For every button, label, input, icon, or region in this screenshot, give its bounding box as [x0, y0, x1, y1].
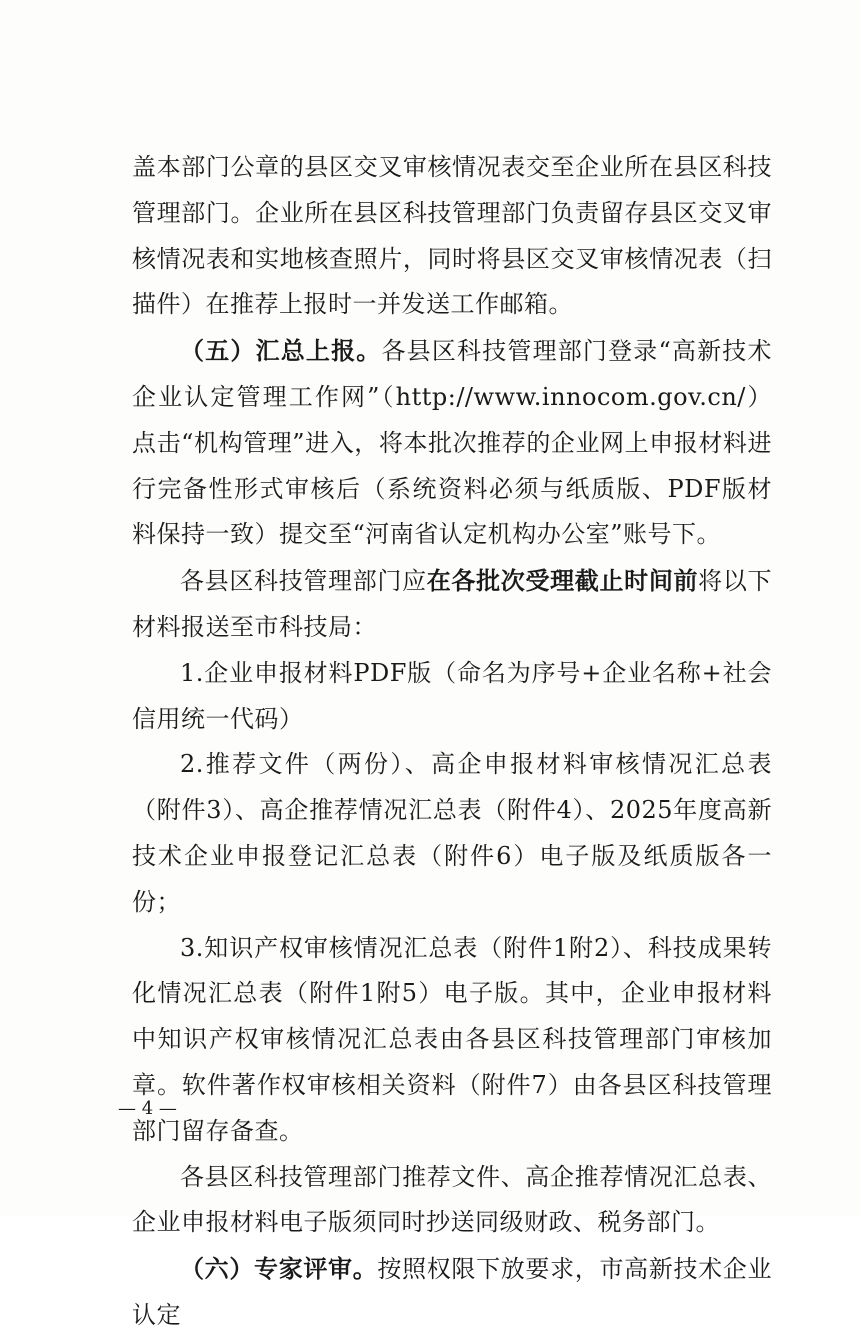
paragraph-cross-review: 盖本部门公章的县区交叉审核情况表交至企业所在县区科技管理部门。企业所在县区科技管理部门负责留存县区交叉审核情况表和实地核查照片，同时将县区交叉审核情况表（扫描件）在推荐上报时一并发送工作邮箱。	[132, 153, 772, 319]
paragraph-summary-report	[132, 328, 772, 558]
page-number: — 4 —	[118, 1098, 177, 1119]
section-heading-6: （六）专家评审。	[180, 1254, 378, 1284]
deadline-text-before: 各县区科技管理部门应	[180, 567, 427, 596]
list-item-2: 2.推荐文件（两份）、高企申报材料审核情况汇总表（附件3）、高企推荐情况汇总表（附件4）、2025年度高新技术企业申报登记汇总表（附件6）电子版及纸质版各一份；	[132, 750, 772, 916]
deadline-text-after: 将以下材料报送至市科技局：	[132, 567, 773, 641]
paragraph-submission-deadline	[132, 558, 772, 651]
section-body-6: 按照权限下放要求，市高新技术企业认定	[132, 1255, 772, 1329]
paragraph-cc-departments: 各县区科技管理部门推荐文件、高企推荐情况汇总表、企业申报材料电子版须同时抄送同级财政、税务部门。	[132, 1162, 772, 1237]
list-item-3: 3.知识产权审核情况汇总表（附件1附2）、科技成果转化情况汇总表（附件1附5）电子版。其中，企业申报材料中知识产权审核情况汇总表由各县区科技管理部门审核加章。软件著作权审核相关资料（附件7）由各县区科技管理部门留存备查。	[132, 933, 772, 1145]
document-body	[132, 145, 772, 1339]
list-item-1: 1.企业申报材料PDF版（命名为序号+企业名称+社会信用统一代码）	[132, 658, 772, 733]
paragraph-expert-review	[132, 1246, 772, 1339]
section-body-5: 各县区科技管理部门登录“高新技术企业认定管理工作网”（http://www.innocom.gov.cn/）点击“机构管理”进入，将本批次推荐的企业网上申报材料进行完备性形式审核后（系统资料必须与纸质版、PDF版材料保持一致）提交至“河南省认定机构办公室”账号下。	[132, 337, 772, 549]
deadline-emphasis: 在各批次受理截止时间前	[426, 566, 699, 596]
section-heading-5: （五）汇总上报。	[180, 336, 382, 366]
